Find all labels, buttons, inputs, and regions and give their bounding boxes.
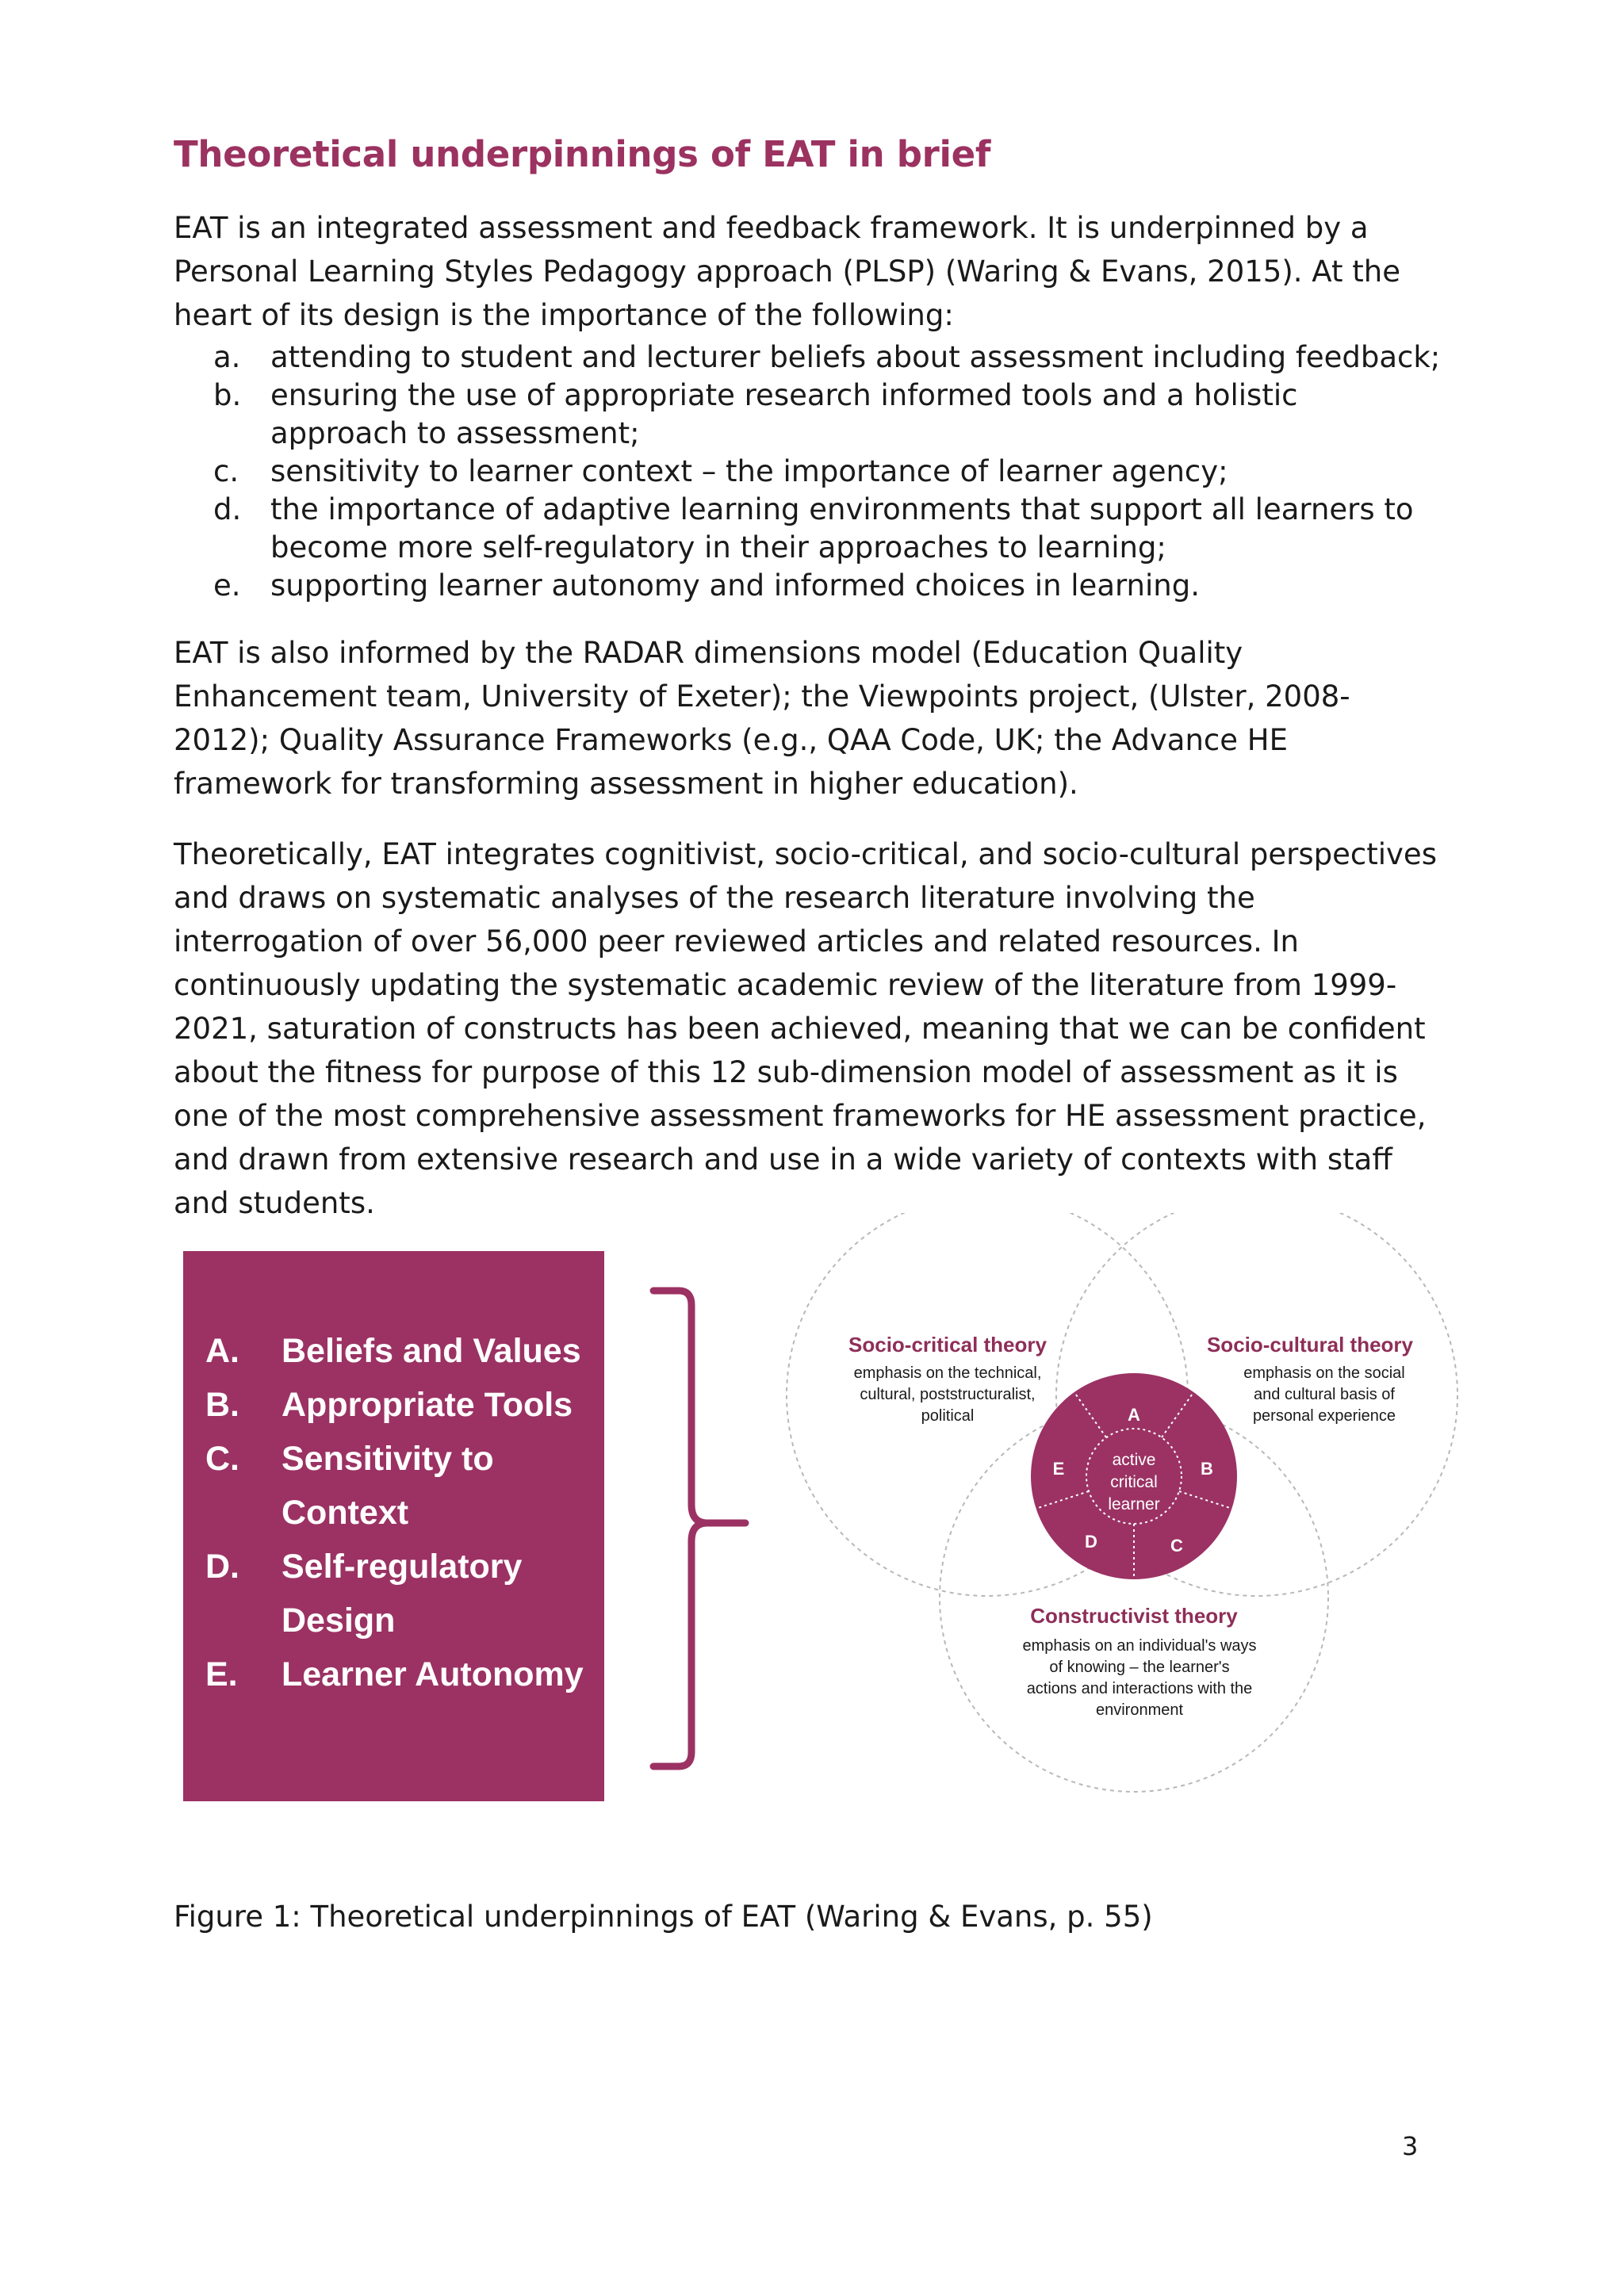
socio-cultural-title: Socio-cultural theory xyxy=(1206,1333,1414,1357)
socio-critical-desc: political xyxy=(921,1407,975,1425)
dimension-item xyxy=(205,1324,584,1378)
dimension-label: Learner Autonomy xyxy=(282,1655,584,1693)
dimension-label: Self-regulatory xyxy=(282,1548,523,1586)
constructivist-desc: emphasis on an individual's ways xyxy=(1022,1637,1257,1655)
brace-path xyxy=(653,1291,745,1766)
theory-paragraph: Theoretically, EAT integrates cognitivist, socio-critical, and socio-cultural perspectives and draws on systematic analyses of the research literature involving the interrogation of over 56,000 peer reviewed articles and related resources. In continuously updating the systematic academic review of the literature from 1999-2021, saturation of constructs has been achieved, meaning that we can be confident about the fitness for purpose of this 12 sub-dimension model of assessment as it is one of the most comprehensive assessment frameworks for HE assessment practice, and drawn from extensive research and use in a wide variety of contexts with staff and students. xyxy=(174,837,1437,1220)
dimension-marker: E. xyxy=(205,1655,238,1693)
dimension-item xyxy=(205,1378,584,1432)
segment-label-c: C xyxy=(1170,1536,1183,1556)
figure-caption: Figure 1: Theoretical underpinnings of EAT (Waring & Evans, p. 55) xyxy=(174,1900,1153,1934)
right-brace-icon xyxy=(634,1283,753,1774)
list-marker: e. xyxy=(213,568,241,603)
dimension-label: Context xyxy=(282,1494,409,1532)
dimension-label: Appropriate Tools xyxy=(282,1386,573,1424)
dimension-marker: A. xyxy=(205,1332,239,1370)
constructivist-desc: environment xyxy=(1095,1701,1184,1719)
list-item xyxy=(174,567,1442,605)
section-heading: Theoretical underpinnings of EAT in brief xyxy=(174,133,991,175)
center-label: active xyxy=(1112,1451,1156,1469)
list-marker: d. xyxy=(213,492,242,526)
venn-diagram xyxy=(785,1213,1499,1800)
socio-cultural-desc: emphasis on the social xyxy=(1243,1364,1405,1382)
list-item xyxy=(174,453,1442,491)
dimension-marker: B. xyxy=(205,1386,239,1424)
radar-paragraph: EAT is also informed by the RADAR dimensions model (Education Quality Enhancement team, University of Exeter); the Viewpoints project, (Ulster, 2008-2012); Quality Assurance Frameworks (e.g., QAA Code, UK; the Advance HE framework for transforming assessment in higher education). xyxy=(174,636,1350,801)
socio-critical-desc: emphasis on the technical, xyxy=(853,1364,1042,1382)
dimension-label: Beliefs and Values xyxy=(282,1332,581,1370)
socio-critical-title: Socio-critical theory xyxy=(848,1333,1047,1357)
dimension-marker: C. xyxy=(205,1440,239,1478)
segment-label-b: B xyxy=(1201,1459,1213,1479)
list-item xyxy=(174,491,1442,567)
dimension-item-continued xyxy=(205,1486,584,1540)
segment-label-a: A xyxy=(1128,1405,1140,1425)
list-item-text: ensuring the use of appropriate research informed tools and a holistic approach to assessment; xyxy=(270,378,1298,450)
list-item-text: the importance of adaptive learning environments that support all learners to become more self-regulatory in their approaches to learning; xyxy=(270,492,1414,564)
constructivist-desc: actions and interactions with the xyxy=(1026,1680,1253,1697)
segment-label-e: E xyxy=(1052,1459,1065,1479)
page-number: 3 xyxy=(1402,2131,1419,2161)
dimension-item xyxy=(205,1647,584,1701)
dimension-label: Sensitivity to xyxy=(282,1440,494,1478)
importance-list xyxy=(174,339,1442,605)
list-marker: a. xyxy=(213,340,241,374)
list-item xyxy=(174,339,1442,377)
dimension-item xyxy=(205,1540,584,1594)
dimensions-list xyxy=(205,1324,584,1701)
segment-label-d: D xyxy=(1085,1532,1097,1552)
intro-paragraph: EAT is an integrated assessment and feedback framework. It is underpinned by a Personal Learning Styles Pedagogy approach (PLSP) (Waring & Evans, 2015). At the heart of its design is the importance of the following: xyxy=(174,211,1400,332)
center-label: learner xyxy=(1108,1495,1160,1513)
dimension-marker: D. xyxy=(205,1548,239,1586)
socio-cultural-desc: personal experience xyxy=(1252,1407,1396,1425)
list-item-text: sensitivity to learner context – the importance of learner agency; xyxy=(270,454,1228,488)
list-marker: b. xyxy=(213,378,242,412)
socio-critical-desc: cultural, poststructuralist, xyxy=(860,1386,1036,1403)
constructivist-title: Constructivist theory xyxy=(1030,1604,1238,1628)
list-item xyxy=(174,377,1442,453)
constructivist-desc: of knowing – the learner's xyxy=(1049,1659,1230,1676)
list-item-text: attending to student and lecturer beliefs about assessment including feedback; xyxy=(270,340,1441,374)
socio-cultural-desc: and cultural basis of xyxy=(1254,1386,1395,1403)
list-item-text: supporting learner autonomy and informed choices in learning. xyxy=(270,568,1200,603)
dimension-item xyxy=(205,1432,584,1486)
dimensions-box xyxy=(183,1251,604,1801)
list-marker: c. xyxy=(213,454,239,488)
center-label: critical xyxy=(1110,1473,1158,1491)
dimension-item-continued xyxy=(205,1594,584,1647)
dimension-label: Design xyxy=(282,1601,396,1640)
